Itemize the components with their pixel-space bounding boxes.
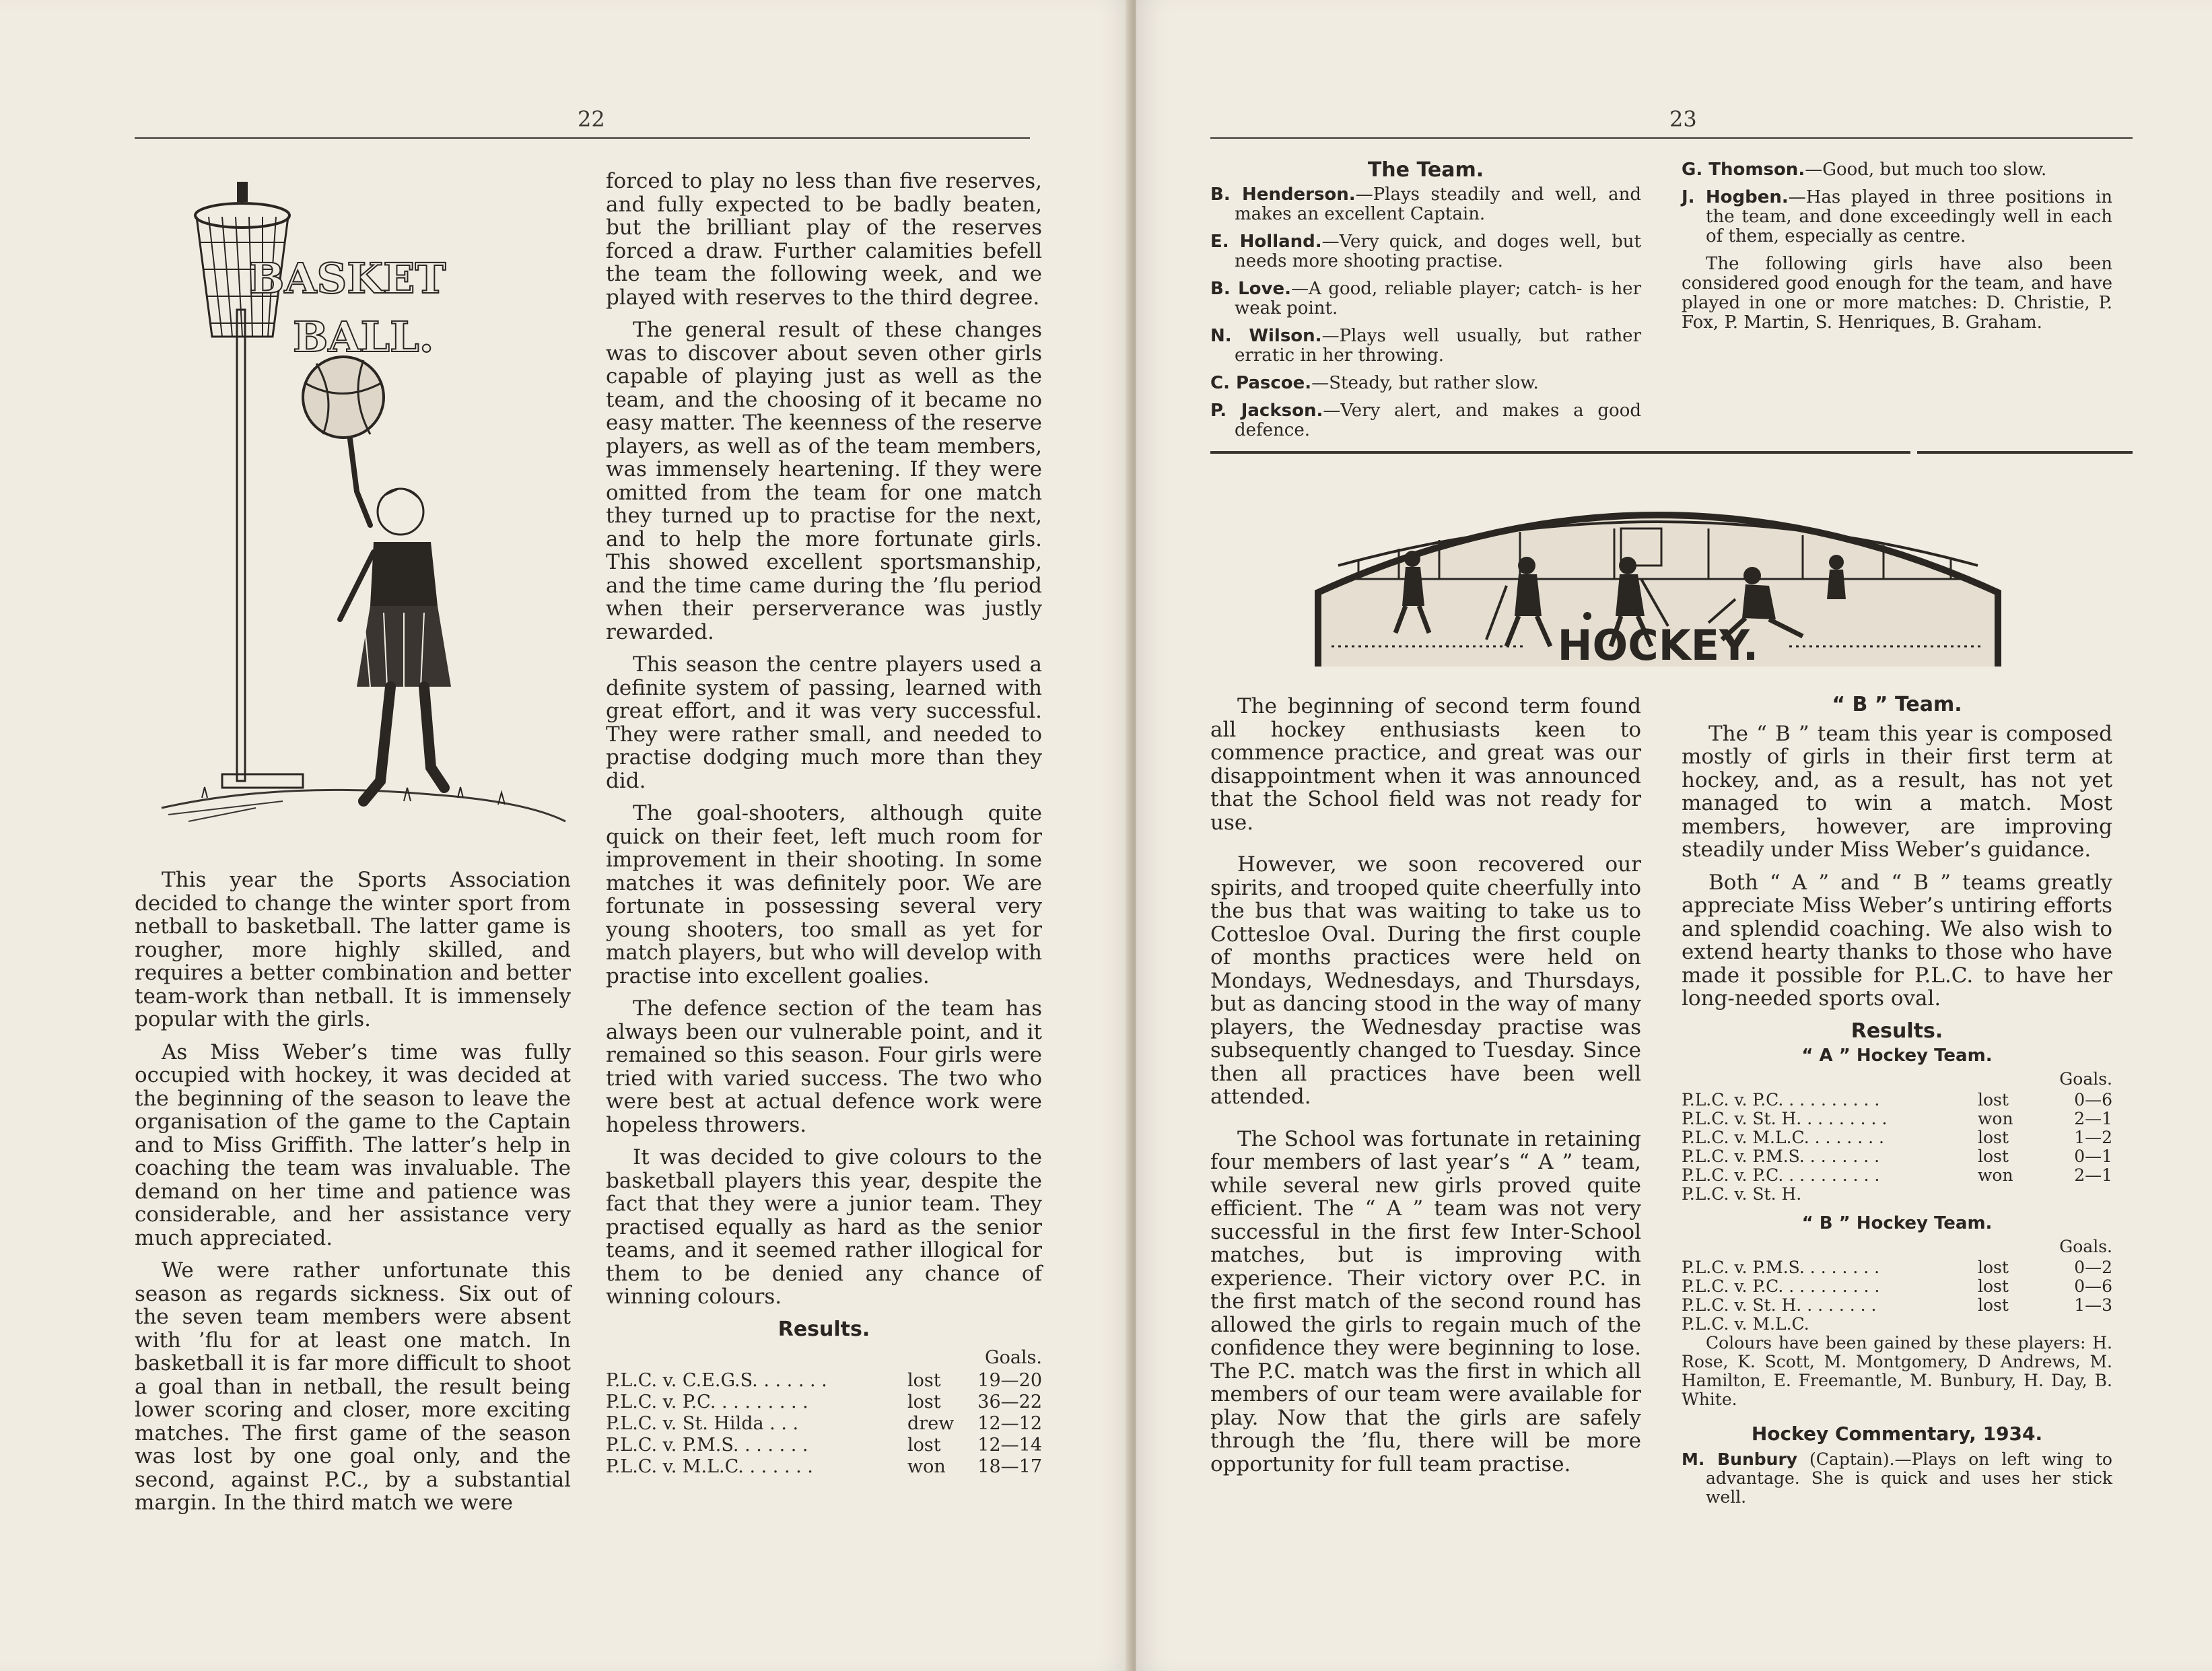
team-column-2 (1682, 160, 2112, 333)
commentary (1682, 1450, 2112, 1507)
basketball-illustration (148, 175, 579, 862)
results-heading: Results. (777, 1317, 870, 1341)
paragraph: This year the Sports Association decided to change the winter sport from netball to basketball. The latter game is rougher, more highly skilled, and requires a better combination and better team-work than netball. It is immensely popular with the girls. (135, 868, 571, 1031)
result-row: P.L.C. v. M.L.C. . . . . . . won 18—17 (606, 1456, 1042, 1477)
team-entry: B. Henderson.—Plays steadily and well, and makes an excellent Captain. (1210, 184, 1641, 224)
result-row: P.L.C. v. P.C. . . . . . . . . . lost 0—6 (1682, 1276, 2112, 1296)
result-row: P.L.C. v. P.C. . . . . . . . . . lost 0—6 (1682, 1090, 2112, 1110)
paragraph: As Miss Weber’s time was fully occupied with hockey, it was decided at the beginning of the season to leave the organisation of the game to the Captain and to Miss Griffith. The latter’s help in coaching the team was invaluable. The demand on her time and patience was considerable, and her assistance very much appreciated. (135, 1039, 571, 1250)
result-row: P.L.C. v. M.L.C. . . . . . . . lost 1—2 (1682, 1128, 2112, 1147)
team-heading: The Team. (1367, 158, 1484, 182)
hockey-banner-title: HOCKEY. (1557, 621, 1759, 670)
left-column-1 (135, 868, 571, 1524)
a-team-heading: “ A ” Hockey Team. (1801, 1046, 1993, 1066)
page-number: 22 (578, 106, 605, 132)
b-team-heading: “ B ” Team. (1832, 693, 1962, 716)
paragraph: forced to play no less than five reserves, and fully expected to be badly beaten, but the brilliant play of the reserves forced a draw. Further calamities befell the team the following week, and we played with reserves to the third degree. (606, 169, 1042, 310)
results-table (606, 1370, 1042, 1478)
team-entry: N. Wilson.—Plays well usually, but rather erratic in her throwing. (1210, 326, 1642, 366)
hockey-banner (1305, 465, 2011, 680)
paragraph: The goal-shooters, although quite quick on their feet, left much room for improvement in their shooting. In some matches it was definitely poor. We are fortunate in possessing several very young shooters, too small as yet for match players, but who will develop with practise into excellent goalies. (606, 801, 1042, 988)
colours-note: Colours have been gained by these players: H. Rose, K. Scott, M. Montgomery, D Andrews, M. Hamilton, E. Freemantle, M. Bunbury, H. Day, B. White. (1682, 1333, 2112, 1409)
result-row: P.L.C. v. P.C. . . . . . . . . . won 2—1 (1682, 1165, 2112, 1185)
paragraph: The beginning of second term found all hockey enthusiasts keen to commence practice, and great was our disappointment when it was announced that the School field was not ready for use. (1210, 694, 1641, 835)
paragraph: The “ B ” team this year is composed mostly of girls in their first term at hockey, and, as a result, has not yet managed to win a match. Most members, however, are improving steadily under Miss Weber’s guidance. (1682, 721, 2112, 862)
results-heading: Results. (1851, 1019, 1943, 1043)
goals-label: Goals. (985, 1347, 1042, 1368)
paragraph: However, we soon recovered our spirits, and trooped quite cheerfully into the bus that was waiting to take us to Cottesloe Oval. During the first couple of months practices were held on Mondays, Wednesdays, and Thursdays, but as dancing stood in the way of many players, the Wednesday practise was subsequently changed to Tuesday. Since then all practices have been well attended. (1210, 852, 1641, 1109)
hockey-column-1 (1210, 695, 1641, 1485)
result-row: P.L.C. v. St. H. . . . . . . . . won 2—1 (1682, 1109, 2112, 1128)
basketball-title-line2: BALL. (293, 312, 434, 362)
section-rule (1210, 451, 1910, 454)
result-row: P.L.C. v. St. H. (1682, 1185, 1802, 1204)
result-row: P.L.C. v. P.M.S. . . . . . . . lost 0—2 (1682, 1258, 2112, 1277)
result-row: P.L.C. v. M.L.C. (1682, 1315, 1809, 1334)
hockey-column-2 (1682, 693, 2112, 1515)
paragraph: The general result of these changes was to discover about seven other girls capable of playing just as well as the team, and the choosing of it became no easy matter. The keenness of the reserve players, as well as of the team members, was immensely heartening. If they were omitted from the team for one match they turned up to practise for the next, and to help the more fortunate girls. This showed excellent sportsmanship, and the time came during the ’flu period when their perserverance was justly rewarded. (606, 318, 1042, 644)
team-entry: E. Holland.—Very quick, and doges well, but needs more shooting practise. (1210, 232, 1642, 271)
paragraph: This season the centre players used a definite system of passing, learned with great effort, and it was very successful. They were rather small, and needed to practise dodging much more than they did. (606, 652, 1042, 793)
b-hockey-heading: “ B ” Hockey Team. (1801, 1213, 1993, 1233)
paragraph: The defence section of the team has always been our vulnerable point, and it remained so this season. Four girls were tried with varied success. The two who were best at actual defence work were hopeless throwers. (606, 996, 1042, 1137)
header-rule (135, 137, 1030, 139)
result-row: P.L.C. v. P.M.S. . . . . . . . lost 0—1 (1682, 1147, 2112, 1166)
paragraph: Both “ A ” and “ B ” teams greatly appreciate Miss Weber’s untiring efforts and splendid coaching. We also wish to extend hearty thanks to those who have made it possible for P.L.C. to have her long-needed sports oval. (1682, 870, 2112, 1011)
right-page (1136, 0, 2212, 1671)
b-results-table (1682, 1258, 2112, 1334)
team-entry: P. Jackson.—Very alert, and makes a good defence. (1210, 401, 1642, 440)
team-entry: C. Pascoe.—Steady, but rather slow. (1210, 373, 1539, 393)
goals-label: Goals. (2059, 1068, 2112, 1089)
team-entry: G. Thomson.—Good, but much too slow. (1682, 160, 2047, 180)
result-row: P.L.C. v. P.C. . . . . . . . . lost 36—22 (606, 1391, 1042, 1412)
page-number: 23 (1669, 106, 1697, 132)
result-row: P.L.C. v. St. Hilda . . . drew 12—12 (606, 1412, 1042, 1434)
team-column-1 (1210, 160, 1641, 448)
commentary-entry: M. Bunbury (Captain).—Plays on left wing to advantage. She is quick and uses her stick well. (1682, 1449, 2112, 1507)
result-row: P.L.C. v. P.M.S. . . . . . . lost 12—14 (606, 1434, 1042, 1456)
commentary-heading: Hockey Commentary, 1934. (1751, 1423, 2043, 1445)
left-column-2 (606, 170, 1042, 1478)
section-rule (1917, 451, 2133, 454)
basketball-title-line1: BASKET (249, 254, 446, 303)
a-results-table (1682, 1091, 2112, 1204)
team-entry: J. Hogben.—Has played in three positions in the team, and done exceedingly well in each of them, especially as centre. (1682, 187, 2113, 246)
team-note: The following girls have also been considered good enough for the team, and have played in one or more matches: D. Christie, P. Fox, P. Martin, S. Henriques, B. Graham. (1682, 254, 2112, 333)
goals-label: Goals. (2059, 1236, 2112, 1256)
paragraph: It was decided to give colours to the basketball players this year, despite the fact that they were a junior team. They practised equally as hard as the senior teams, and it seemed rather illogical for them to be denied any chance of winning colours. (606, 1145, 1042, 1309)
header-rule (1210, 137, 2133, 139)
paragraph: The School was fortunate in retaining four members of last year’s “ A ” team, while several new girls proved quite efficient. The “ A ” team was not very successful in the first few Inter-School matches, but is improving with experience. Their victory over P.C. in the first match of the second round has allowed the girls to regain much of the confidence they were beginning to lose. The P.C. match was the first in which all members of our team were available for play. Now that the girls are safely through the ’flu, there will be more opportunity for full team practise. (1210, 1126, 1641, 1476)
result-row: P.L.C. v. St. H. . . . . . . . lost 1—3 (1682, 1295, 2112, 1315)
paragraph: We were rather unfortunate this season as regards sickness. Six out of the seven team members were absent with ’flu for at least one match. In basketball it is far more difficult to shoot a goal than in netball, the result being lower scoring and closer, more exciting matches. The first game of the season was lost by one goal only, and the second, against P.C., by a substantial margin. In the third match we were (135, 1258, 571, 1515)
result-row: P.L.C. v. C.E.G.S. . . . . . . lost 19—20 (606, 1369, 1042, 1391)
team-entry: B. Love.—A good, reliable player; catch- is her weak point. (1210, 279, 1641, 318)
